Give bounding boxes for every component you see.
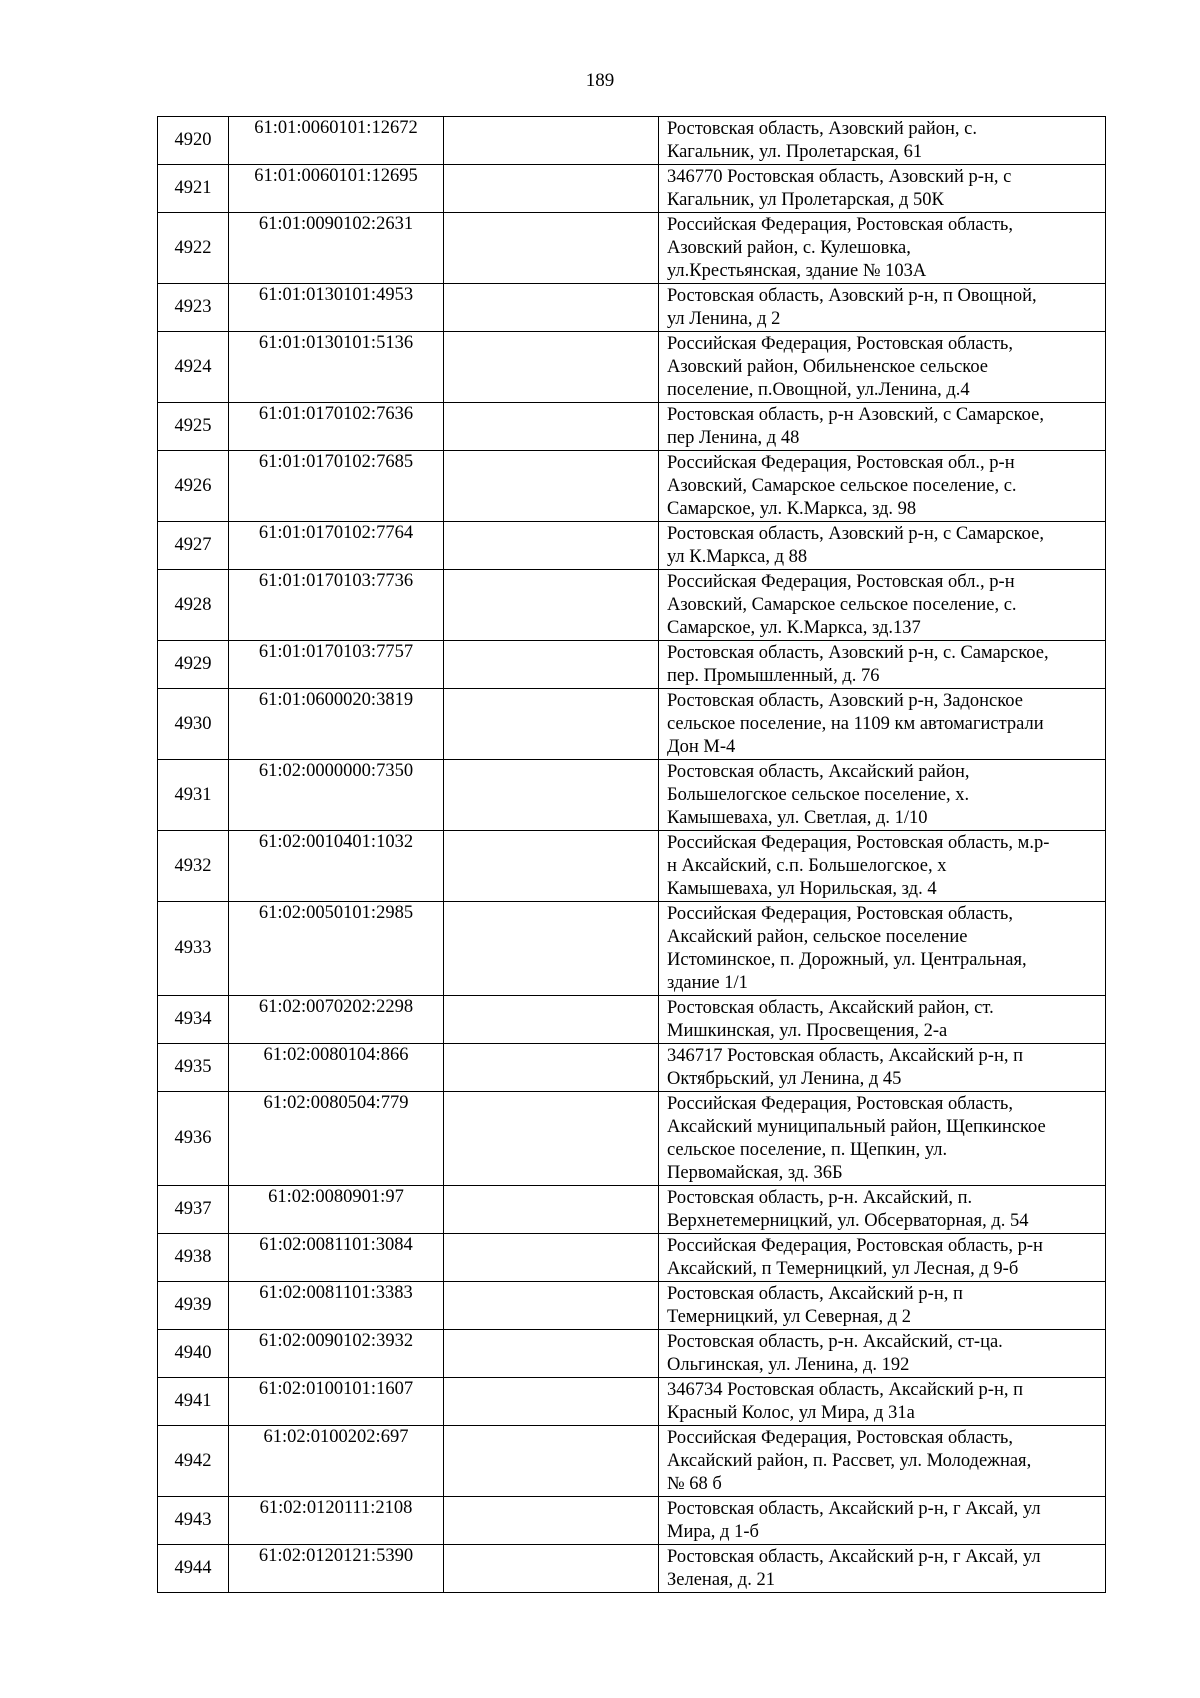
address-cell: Ростовская область, Азовский район, с. Кагальник, ул. Пролетарская, 61 (659, 117, 1106, 165)
registry-table (157, 116, 1106, 1593)
address-cell: 346734 Ростовская область, Аксайский р-н, п Красный Колос, ул Мира, д 31а (659, 1378, 1106, 1426)
row-number-cell: 4936 (158, 1092, 229, 1186)
table-row (158, 284, 1106, 332)
address-cell: 346717 Ростовская область, Аксайский р-н, п Октябрьский, ул Ленина, д 45 (659, 1044, 1106, 1092)
address-cell: Российская Федерация, Ростовская область, р-н Аксайский, п Темерницкий, ул Лесная, д 9-б (659, 1234, 1106, 1282)
cadastral-number-cell: 61:01:0600020:3819 (229, 689, 444, 760)
row-number-cell: 4934 (158, 996, 229, 1044)
address-cell: Ростовская область, Азовский р-н, с Самарское, ул К.Маркса, д 88 (659, 522, 1106, 570)
address-cell: Ростовская область, р-н Азовский, с Самарское, пер Ленина, д 48 (659, 403, 1106, 451)
row-number-cell: 4931 (158, 760, 229, 831)
address-cell: Ростовская область, р-н. Аксайский, п. Верхнетемерницкий, ул. Обсерваторная, д. 54 (659, 1186, 1106, 1234)
address-cell: 346770 Ростовская область, Азовский р-н, с Кагальник, ул Пролетарская, д 50К (659, 165, 1106, 213)
table-row (158, 522, 1106, 570)
cadastral-number-cell: 61:01:0170103:7736 (229, 570, 444, 641)
empty-cell (444, 284, 659, 332)
empty-cell (444, 165, 659, 213)
table-row (158, 1378, 1106, 1426)
row-number-cell: 4939 (158, 1282, 229, 1330)
row-number-cell: 4922 (158, 213, 229, 284)
cadastral-number-cell: 61:02:0081101:3383 (229, 1282, 444, 1330)
empty-cell (444, 831, 659, 902)
empty-cell (444, 1282, 659, 1330)
table-row (158, 451, 1106, 522)
row-number-cell: 4933 (158, 902, 229, 996)
address-cell: Российская Федерация, Ростовская область, Аксайский район, сельское поселение Истоминское, п. Дорожный, ул. Центральная, здание 1/1 (659, 902, 1106, 996)
table-row (158, 1497, 1106, 1545)
row-number-cell: 4941 (158, 1378, 229, 1426)
page-number: 189 (585, 70, 615, 91)
row-number-cell: 4925 (158, 403, 229, 451)
cadastral-number-cell: 61:02:0080901:97 (229, 1186, 444, 1234)
address-cell: Ростовская область, Аксайский район, Большелогское сельское поселение, х. Камышеваха, ул. Светлая, д. 1/10 (659, 760, 1106, 831)
empty-cell (444, 1545, 659, 1593)
table-row (158, 902, 1106, 996)
empty-cell (444, 332, 659, 403)
cadastral-number-cell: 61:02:0080504:779 (229, 1092, 444, 1186)
address-cell: Ростовская область, Аксайский район, ст. Мишкинская, ул. Просвещения, 2-а (659, 996, 1106, 1044)
cadastral-number-cell: 61:01:0130101:4953 (229, 284, 444, 332)
address-cell: Ростовская область, Азовский р-н, п Овощной, ул Ленина, д 2 (659, 284, 1106, 332)
empty-cell (444, 1092, 659, 1186)
cadastral-number-cell: 61:01:0170102:7685 (229, 451, 444, 522)
address-cell: Российская Федерация, Ростовская область, м.р- н Аксайский, с.п. Большелогское, х Камышеваха, ул Норильская, зд. 4 (659, 831, 1106, 902)
empty-cell (444, 1497, 659, 1545)
address-cell: Ростовская область, Азовский р-н, с. Самарское, пер. Промышленный, д. 76 (659, 641, 1106, 689)
cadastral-number-cell: 61:02:0100202:697 (229, 1426, 444, 1497)
cadastral-number-cell: 61:02:0070202:2298 (229, 996, 444, 1044)
table-row (158, 1044, 1106, 1092)
address-cell: Ростовская область, Аксайский р-н, г Аксай, ул Зеленая, д. 21 (659, 1545, 1106, 1593)
address-cell: Ростовская область, Аксайский р-н, г Аксай, ул Мира, д 1-б (659, 1497, 1106, 1545)
cadastral-number-cell: 61:02:0010401:1032 (229, 831, 444, 902)
cadastral-number-cell: 61:01:0060101:12695 (229, 165, 444, 213)
registry-table-body (158, 117, 1106, 1593)
empty-cell (444, 570, 659, 641)
row-number-cell: 4938 (158, 1234, 229, 1282)
row-number-cell: 4932 (158, 831, 229, 902)
table-row (158, 1092, 1106, 1186)
empty-cell (444, 1234, 659, 1282)
empty-cell (444, 1186, 659, 1234)
row-number-cell: 4920 (158, 117, 229, 165)
empty-cell (444, 689, 659, 760)
table-row (158, 332, 1106, 403)
cadastral-number-cell: 61:02:0080104:866 (229, 1044, 444, 1092)
table-row (158, 760, 1106, 831)
row-number-cell: 4943 (158, 1497, 229, 1545)
address-cell: Ростовская область, р-н. Аксайский, ст-ца. Ольгинская, ул. Ленина, д. 192 (659, 1330, 1106, 1378)
row-number-cell: 4930 (158, 689, 229, 760)
row-number-cell: 4926 (158, 451, 229, 522)
address-cell: Ростовская область, Аксайский р-н, п Темерницкий, ул Северная, д 2 (659, 1282, 1106, 1330)
row-number-cell: 4937 (158, 1186, 229, 1234)
address-cell: Российская Федерация, Ростовская область, Азовский район, с. Кулешовка, ул.Крестьянская, здание № 103А (659, 213, 1106, 284)
cadastral-number-cell: 61:01:0170102:7636 (229, 403, 444, 451)
table-row (158, 831, 1106, 902)
address-cell: Российская Федерация, Ростовская область, Аксайский муниципальный район, Щепкинское сельское поселение, п. Щепкин, ул. Первомайская, зд. 36Б (659, 1092, 1106, 1186)
table-row (158, 996, 1106, 1044)
empty-cell (444, 117, 659, 165)
cadastral-number-cell: 61:02:0000000:7350 (229, 760, 444, 831)
empty-cell (444, 1426, 659, 1497)
empty-cell (444, 641, 659, 689)
address-cell: Российская Федерация, Ростовская обл., р-н Азовский, Самарское сельское поселение, с. Самарское, ул. К.Маркса, зд.137 (659, 570, 1106, 641)
row-number-cell: 4923 (158, 284, 229, 332)
cadastral-number-cell: 61:02:0120111:2108 (229, 1497, 444, 1545)
cadastral-number-cell: 61:01:0170103:7757 (229, 641, 444, 689)
table-row (158, 570, 1106, 641)
row-number-cell: 4927 (158, 522, 229, 570)
cadastral-number-cell: 61:02:0090102:3932 (229, 1330, 444, 1378)
empty-cell (444, 403, 659, 451)
empty-cell (444, 213, 659, 284)
table-row (158, 689, 1106, 760)
cadastral-number-cell: 61:01:0170102:7764 (229, 522, 444, 570)
empty-cell (444, 760, 659, 831)
row-number-cell: 4928 (158, 570, 229, 641)
address-cell: Ростовская область, Азовский р-н, Задонское сельское поселение, на 1109 км автомагистрали Дон М-4 (659, 689, 1106, 760)
table-row (158, 165, 1106, 213)
table-row (158, 1186, 1106, 1234)
address-cell: Российская Федерация, Ростовская область, Аксайский район, п. Рассвет, ул. Молодежная, № 68 б (659, 1426, 1106, 1497)
cadastral-number-cell: 61:02:0120121:5390 (229, 1545, 444, 1593)
cadastral-number-cell: 61:02:0081101:3084 (229, 1234, 444, 1282)
empty-cell (444, 451, 659, 522)
row-number-cell: 4940 (158, 1330, 229, 1378)
table-row (158, 1330, 1106, 1378)
cadastral-number-cell: 61:02:0100101:1607 (229, 1378, 444, 1426)
table-row (158, 403, 1106, 451)
row-number-cell: 4921 (158, 165, 229, 213)
table-row (158, 641, 1106, 689)
row-number-cell: 4944 (158, 1545, 229, 1593)
empty-cell (444, 996, 659, 1044)
cadastral-number-cell: 61:02:0050101:2985 (229, 902, 444, 996)
row-number-cell: 4942 (158, 1426, 229, 1497)
table-row (158, 117, 1106, 165)
empty-cell (444, 902, 659, 996)
empty-cell (444, 522, 659, 570)
empty-cell (444, 1330, 659, 1378)
address-cell: Российская Федерация, Ростовская обл., р-н Азовский, Самарское сельское поселение, с. Самарское, ул. К.Маркса, зд. 98 (659, 451, 1106, 522)
table-row (158, 213, 1106, 284)
table-row (158, 1282, 1106, 1330)
table-row (158, 1234, 1106, 1282)
table-row (158, 1426, 1106, 1497)
empty-cell (444, 1378, 659, 1426)
address-cell: Российская Федерация, Ростовская область, Азовский район, Обильненское сельское поселение, п.Овощной, ул.Ленина, д.4 (659, 332, 1106, 403)
cadastral-number-cell: 61:01:0090102:2631 (229, 213, 444, 284)
empty-cell (444, 1044, 659, 1092)
row-number-cell: 4929 (158, 641, 229, 689)
cadastral-number-cell: 61:01:0060101:12672 (229, 117, 444, 165)
row-number-cell: 4924 (158, 332, 229, 403)
cadastral-number-cell: 61:01:0130101:5136 (229, 332, 444, 403)
table-row (158, 1545, 1106, 1593)
row-number-cell: 4935 (158, 1044, 229, 1092)
